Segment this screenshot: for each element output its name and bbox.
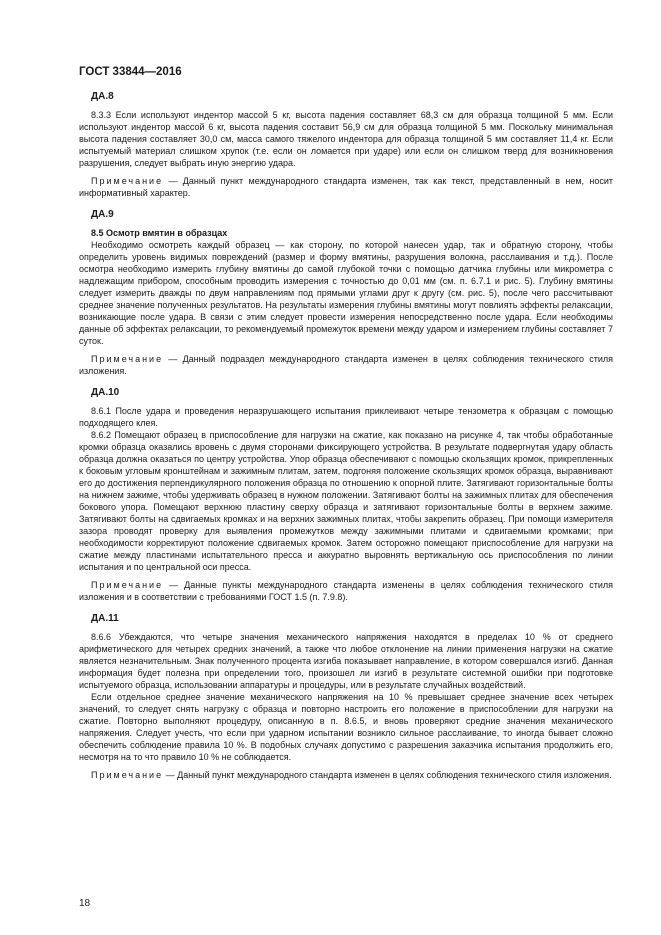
note-paragraph (79, 175, 613, 199)
document-header: ГОСТ 33844—2016 (79, 66, 182, 78)
section-heading-da11: ДА.11 (91, 613, 119, 624)
note-label: Примечание (91, 176, 164, 186)
note-text: — Данный пункт международного стандарта изменен в целях соблюдения технического стиля изложения. (163, 770, 612, 780)
note-label: Примечание (91, 580, 164, 590)
note-paragraph (79, 769, 613, 781)
paragraph: 8.3.3 Если используют индентор массой 5 кг, высота падения составляет 68,3 см для образца толщиной 5 мм. Если используют индентор массой 6 кг, высота падения составит 56,9 см для образца толщиной 5 мм. Поскольку минимальная высота падения составляет 30,0 см, масса самого тяжелого индентора для образца толщиной 5 мм составляет 11,4 кг. Если испытуемый материал слишком хрупок (т.е. если он ломается при ударе) или если он слишком тверд для возникновения разрушения, следует выбрать иную энергию удара. (79, 110, 613, 168)
note-label: Примечание (91, 770, 164, 780)
note-text: — Данные пункты международного стандарта изменены в целях соблюдения технического стиля изложения и в соответствии с требованиями ГОСТ 1.5 (п. 7.9.8). (79, 580, 613, 602)
page-content (79, 90, 613, 781)
note-paragraph (79, 579, 613, 603)
paragraph: 8.6.1 После удара и проведения неразрушающего испытания приклеивают четыре тензометра к образцам с помощью подходящего клея. (79, 406, 613, 428)
paragraph: Необходимо осмотреть каждый образец — как сторону, по которой нанесен удар, так и обратную сторону, чтобы определить уровень видимых повреждений (размер и форму вмятины, разрушения волокна, расслаивания и т.д.). После осмотра необходимо измерить глубину вмятины до самой глубокой точки с помощью датчика глубины или микрометра с надлежащим прибором, способным проводить измерения с точностью до 0,01 мм (см. п. 6.7.1 и рис. 5). Глубину вмятины следует измерить дважды по двум направлениям под прямыми углами друг к другу (см. рис. 5), после чего рассчитывают среднее значение полученных результатов. На результаты измерения глубины вмятины могут повлиять эффекты релаксации, возникающие после удара. В связи с этим следует провести измерения непосредственно после удара. Если необходимы данные об эффектах релаксации, то рекомендуемый промежуток времени между ударом и измерением глубины составляет 7 суток. (79, 240, 613, 346)
section-heading-da9: ДА.9 (91, 209, 114, 220)
section-heading-da8: ДА.8 (91, 91, 114, 102)
paragraph: Если отдельное среднее значение механического напряжения на 10 % превышает среднее значение всех четырех значений, то следует снять нагрузку с образца и повторно настроить его положение в приспособлении для нагрузки на сжатие. Повторно выполняют процедуру, описанную в п. 8.6.5, и вновь проверяют средние значения механического напряжения. Следует учесть, что если при ударном испытании возникло сильное расслаивание, то иногда бывает сложно обеспечить соблюдение правила 10 %. В подобных случаях допустимо с разрешения заказчика испытания продолжить его, несмотря на то что правило 10 % не соблюдается. (79, 692, 613, 762)
note-label: Примечание (91, 354, 164, 364)
note-paragraph (79, 353, 613, 377)
note-text: — Данный подраздел международного стандарта изменен в целях соблюдения технического стиля изложения. (79, 354, 613, 376)
paragraph: 8.6.2 Помещают образец в приспособление для нагрузки на сжатие, как показано на рисунке 4, так чтобы обработанные кромки образца оказались вровень с двумя сторонами фиксирующего устройства. В результате подвергнутая удару область образца должна оказаться по центру устройства. Упор образца обеспечивают с помощью скользящих кромок, прикрепленных к боковым угловым кронштейнам и зажимным плитам, затем, подгоняя положение скользящих кромок образца, выравнивают его до достижения перпендикулярного положения образца по отношению к опорной плите. Затягивают горизонтальные болты на нижнем зажиме, чтобы удерживать образец в нужном положении. Затягивают болты на зажимных плитах для обеспечения бокового упора. Помещают верхнюю пластину сверху образца и затягивают горизонтальные болты в верхнем зажиме. Затягивают болты на сдвигаемых кромках и на верхних зажимных плитах, чтобы закрепить образец. При помощи измерителя зазора проводят проверку для выявления промежутков между зажимными плитами и сдвигаемыми кромками; при необходимости корректируют положение сдвигаемых кромок. Затем осторожно помещают приспособление для нагрузки на сжатие между пластинами испытательного пресса и аккуратно выровнять вертикальную ось приспособления по линии испытания и по центральной оси пресса. (79, 430, 613, 572)
note-text: — Данный пункт международного стандарта изменен, так как текст, представленный в нем, носит информативный характер. (79, 176, 613, 198)
paragraph: 8.6.6 Убеждаются, что четыре значения механического напряжения находятся в пределах 10 % от среднего арифметического для четырех средних значений, а также что любое отклонение на линии применения нагрузки на сжатие является незначительным. Знак полученного процента изгиба показывает направление, в котором совершался изгиб. Данная информация будет полезна при определении того, произошел ли изгиб в результате системной ошибки при подготовке испытуемого образца, использовании аппаратуры и процедуры, или в результате случайных воздействий. (79, 632, 613, 690)
subsection-heading: 8.5 Осмотр вмятин в образцах (91, 228, 228, 238)
page-number: 18 (79, 898, 91, 909)
section-heading-da10: ДА.10 (91, 387, 120, 398)
